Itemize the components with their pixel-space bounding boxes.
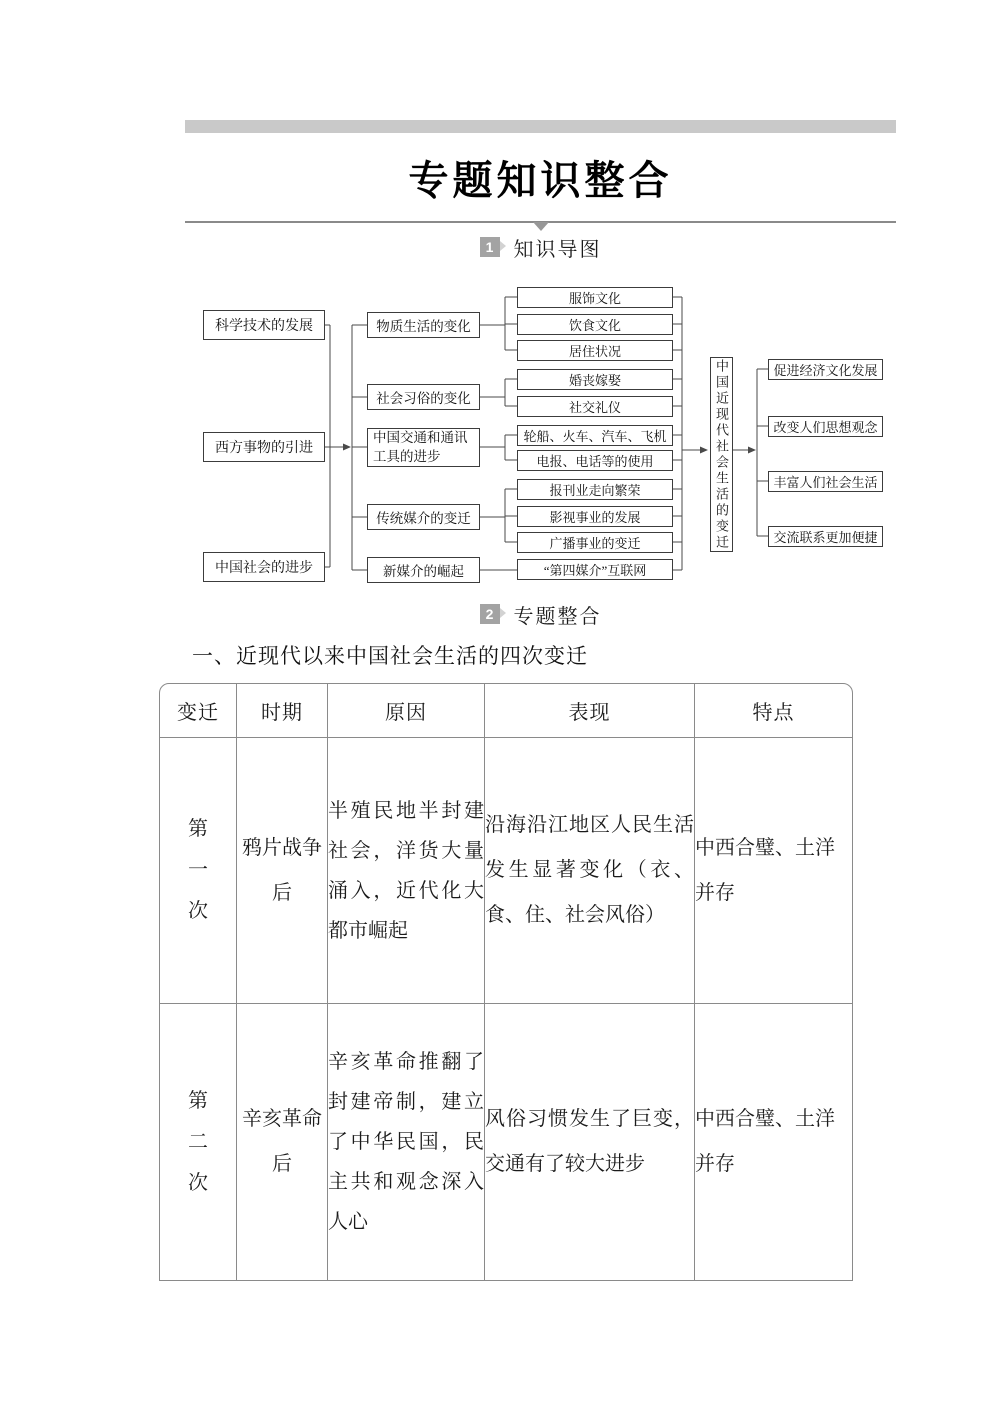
flow-box-material-life-change: 物质生活的变化 — [367, 312, 480, 338]
flow-box-chinese-society-progress: 中国社会的进步 — [203, 552, 325, 582]
row1-change-cell: 第一次 — [160, 738, 237, 1004]
flow-box-fourth-media-internet: “第四媒介”互联网 — [517, 559, 673, 580]
flow-box-enrich-social-life: 丰富人们社会生活 — [768, 471, 883, 492]
row2-manifestation-cell: 风俗习惯发生了巨变，交通有了较大进步 — [485, 1004, 695, 1280]
flow-box-traditional-media-change: 传统媒介的变迁 — [367, 504, 480, 530]
section-1-label: 知识导图 — [513, 238, 602, 261]
top-gray-bar — [185, 120, 896, 133]
flow-box-social-customs-change: 社会习俗的变化 — [367, 384, 480, 410]
comparison-table — [159, 683, 853, 1281]
flow-box-transport-communication-progress: 中国交通和通讯工具的进步 — [367, 428, 480, 467]
row1-manifestation-cell: 沿海沿江地区人民生活发生显著变化（衣、食、住、社会风俗） — [485, 738, 695, 1004]
col-header-period: 时期 — [237, 684, 328, 738]
flow-box-change-peoples-thoughts: 改变人们思想观念 — [768, 416, 883, 437]
row1-period-cell: 鸦片战争后 — [237, 738, 328, 1004]
flow-box-clothing-culture: 服饰文化 — [517, 287, 673, 308]
col-header-cause: 原因 — [328, 684, 485, 738]
row2-period-cell: 辛亥革命后 — [237, 1004, 328, 1280]
col-header-manifestation: 表现 — [485, 684, 695, 738]
flow-box-wedding-funeral-customs: 婚丧嫁娶 — [517, 369, 673, 390]
topic-heading: 一、近现代以来中国社会生活的四次变迁 — [192, 644, 588, 668]
flow-box-promote-economy-culture: 促进经济文化发展 — [768, 359, 883, 380]
title-divider — [185, 221, 896, 223]
row1-feature-cell: 中西合璧、土洋并存 — [695, 738, 852, 1004]
section-2-header — [185, 602, 896, 626]
col-header-change: 变迁 — [160, 684, 237, 738]
flow-box-science-tech-development: 科学技术的发展 — [203, 310, 325, 340]
flow-box-food-culture: 饮食文化 — [517, 314, 673, 335]
row2-change-cell: 第二次 — [160, 1004, 237, 1280]
row2-feature-cell: 中西合璧、土洋并存 — [695, 1108, 835, 1175]
flow-box-new-media-rise: 新媒介的崛起 — [367, 557, 480, 583]
knowledge-map-diagram — [190, 270, 900, 600]
flow-box-modern-social-life-change: 中国近现代社会生活的变迁 — [710, 357, 733, 552]
table-row — [160, 738, 852, 1004]
flow-box-telegraph-telephone-use: 电报、电话等的使用 — [517, 450, 673, 471]
row2-cause-cell: 辛亥革命推翻了封建帝制，建立了中华民国，民主共和观念深入人心 — [328, 1004, 485, 1280]
flow-box-film-tv-development: 影视事业的发展 — [517, 506, 673, 527]
table-header-row — [160, 684, 852, 738]
flow-box-social-etiquette: 社交礼仪 — [517, 396, 673, 417]
col-header-feature: 特点 — [695, 684, 852, 738]
divider-arrow-icon — [533, 222, 549, 231]
section-1-header — [185, 235, 896, 259]
page-title: 专题知识整合 — [408, 159, 673, 203]
flow-box-housing-condition: 居住状况 — [517, 340, 673, 361]
row1-cause-cell: 半殖民地半封建社会，洋货大量涌入，近代化大都市崛起 — [328, 738, 485, 1004]
flow-box-western-things-introduction: 西方事物的引进 — [203, 432, 325, 462]
flow-box-convenient-communication: 交流联系更加便捷 — [768, 526, 883, 547]
section-1-badge: 1 — [480, 237, 500, 257]
flow-box-newspaper-prosperity: 报刊业走向繁荣 — [517, 479, 673, 500]
section-2-badge: 2 — [480, 604, 500, 624]
section-2-label: 专题整合 — [513, 605, 602, 628]
table-row — [160, 1004, 852, 1280]
flow-box-broadcasting-change: 广播事业的变迁 — [517, 532, 673, 553]
flow-box-ships-trains-cars-planes: 轮船、火车、汽车、飞机 — [517, 425, 673, 446]
